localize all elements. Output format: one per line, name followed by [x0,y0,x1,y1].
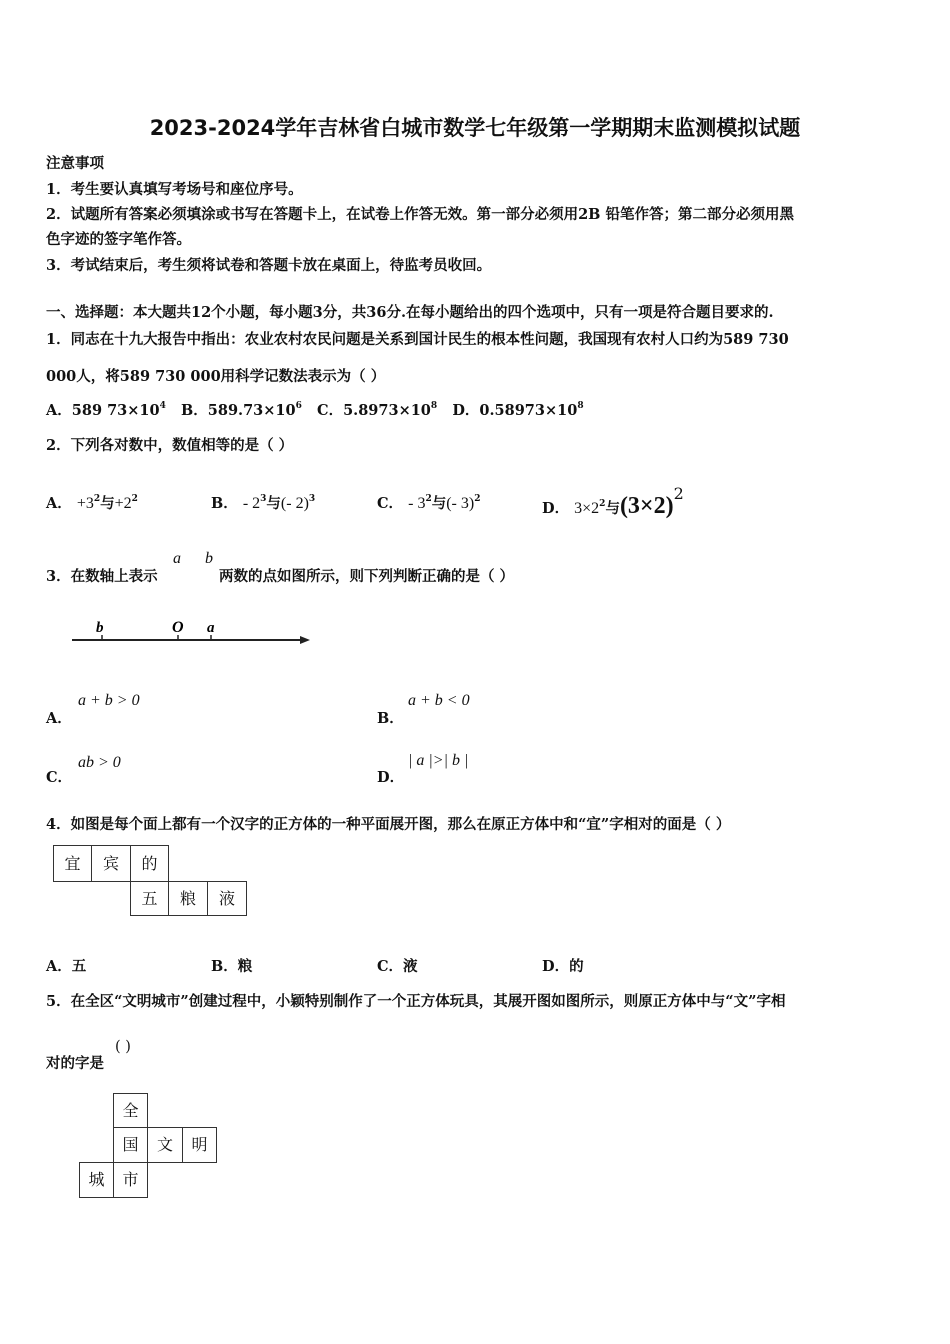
net-cell: 宜 [53,845,92,882]
q4-option-d [542,955,584,976]
q4-option-b-label: B． [211,958,238,975]
q1-stem-line2: 000人，将589 730 000用科学记数法表示为（ ） [46,368,386,385]
q2-d-right-exp: 2 [673,484,684,503]
q1-option-d-exp: 8 [577,401,584,411]
q2-b-left: - 2 [242,495,261,512]
q1-option-d-label: D． [452,402,480,419]
q2-option-d-label: D． [542,500,570,517]
net-cell: 五 [130,881,169,916]
notice-item: 3．考试结束后，考生须将试卷和答题卡放在桌面上，待监考员收回。 [46,257,492,274]
q4-option-a-text: 五 [71,958,87,975]
q2-a-right-exp: 2 [131,494,138,504]
arrow-icon [300,636,310,644]
net-cell: 的 [130,845,169,882]
q4-option-a-label: A． [46,958,72,975]
q3-var-b: b [205,550,213,567]
q3-var-a: a [173,550,181,567]
q2-b-right-exp: 3 [308,494,316,504]
q1-option-d: 0.58973×10 [479,402,578,419]
q2-option-c-label: C． [377,495,404,512]
q2-d-left-exp: 2 [599,499,606,509]
q2-a-left-exp: 2 [93,494,101,504]
q2-option-b [211,492,315,513]
net-cell: 液 [207,881,247,916]
q3-option-b: a + b < 0 [408,692,470,709]
q1-option-b: 589.73×10 [207,402,296,419]
q4-stem: 4．如图是每个面上都有一个汉字的正方体的一种平面展开图，那么在原正方体中和“宜”字相对的面是（ ） [46,816,731,833]
q1-option-a-label: A． [46,402,72,419]
q1-option-c-label: C． [317,402,344,419]
q3-option-a: a + b > 0 [78,692,140,709]
notice-heading: 注意事项 [46,155,104,172]
net-cell: 市 [113,1162,148,1198]
q3-option-d: | a |>| b | [408,752,469,769]
q5-stem-line2: 对的字是 [46,1055,104,1072]
q4-option-a [46,955,86,976]
net-cell: 全 [113,1093,148,1128]
q3-option-c-label: C． [46,769,73,786]
q2-stem: 2．下列各对数中，数值相等的是（ ） [46,437,294,454]
q4-option-d-text: 的 [569,958,584,975]
notice-item: 1．考生要认真填写考场号和座位序号。 [46,181,303,198]
q2-option-a-label: A． [46,495,72,512]
axis-label-b: b [96,620,104,636]
net-cell: 城 [79,1162,114,1198]
q2-c-left-exp: 2 [425,494,432,504]
notice-item: 2．试题所有答案必须填涂或书写在答题卡上，在试卷上作答无效。第一部分必须用2B 铅笔作答；第二部分必须用黑 [46,206,794,223]
q1-option-a: 589 73×10 [71,402,160,419]
q4-option-c [377,955,418,976]
q2-a-yu: 与 [100,495,115,512]
q3-option-d-label: D． [377,769,405,786]
axis-label-o: O [172,619,184,636]
q1-options [46,399,584,420]
q1-option-c: 5.8973×10 [343,402,431,419]
net-cell: 明 [182,1127,217,1163]
q2-option-d [542,484,684,520]
net-cell: 国 [113,1127,148,1163]
q4-option-d-label: D． [542,958,570,975]
net-cell: 粮 [168,881,208,916]
q2-c-left: - 3 [408,495,426,512]
q2-a-left: +3 [76,495,94,512]
q3-stem-pre: 3．在数轴上表示 [46,568,158,585]
q3-option-a-label: A． [46,710,72,727]
notice-item: 色字迹的签字笔作答。 [46,231,191,248]
q2-c-right-exp: 2 [474,494,481,504]
q2-option-a [46,492,138,513]
number-line-figure [70,615,315,650]
q2-option-b-label: B． [211,495,238,512]
q2-d-left: 3×2 [574,500,600,517]
q2-c-right: (- 3) [446,495,475,512]
q1-option-c-exp: 8 [430,401,438,411]
q5-stem-line1: 5．在全区“文明城市”创建过程中，小颖特别制作了一个正方体玩具，其展开图如图所示，则原正方体中与“文”字相 [46,993,786,1010]
q4-option-c-label: C． [377,958,404,975]
q5-answer-paren: ( ) [115,1039,131,1055]
q2-b-right: (- 2) [280,495,309,512]
q2-a-right: +2 [114,495,132,512]
q3-option-b-label: B． [377,710,404,727]
q1-option-a-exp: 4 [159,401,166,411]
q2-d-yu: 与 [605,500,620,517]
net-cell: 宾 [91,845,131,882]
axis-label-a: a [207,620,215,636]
page-title: 2023-2024学年吉林省白城市数学七年级第一学期期末监测模拟试题 [149,116,801,140]
net-cell: 文 [147,1127,183,1163]
q3-stem-post: 两数的点如图所示，则下列判断正确的是（ ） [219,568,515,585]
q3-option-c: ab > 0 [78,754,121,771]
q2-b-left-exp: 3 [260,494,267,504]
q1-stem-line1: 1．同志在十九大报告中指出：农业农村农民问题是关系到国计民生的根本性问题，我国现有农村人口约为589 730 [46,331,789,348]
q2-c-yu: 与 [431,495,447,512]
q2-option-c [377,492,480,513]
q4-option-c-text: 液 [403,958,418,975]
q2-d-right: (3×2) [619,493,674,519]
q1-option-b-label: B． [181,402,208,419]
q4-option-b [211,955,252,976]
q2-b-yu: 与 [266,495,281,512]
q4-option-b-text: 粮 [237,958,253,975]
q1-option-b-exp: 6 [295,401,302,411]
section-heading: 一、选择题：本大题共12个小题，每小题3分，共36分.在每小题给出的四个选项中，只有一项是符合题目要求的. [46,304,774,321]
